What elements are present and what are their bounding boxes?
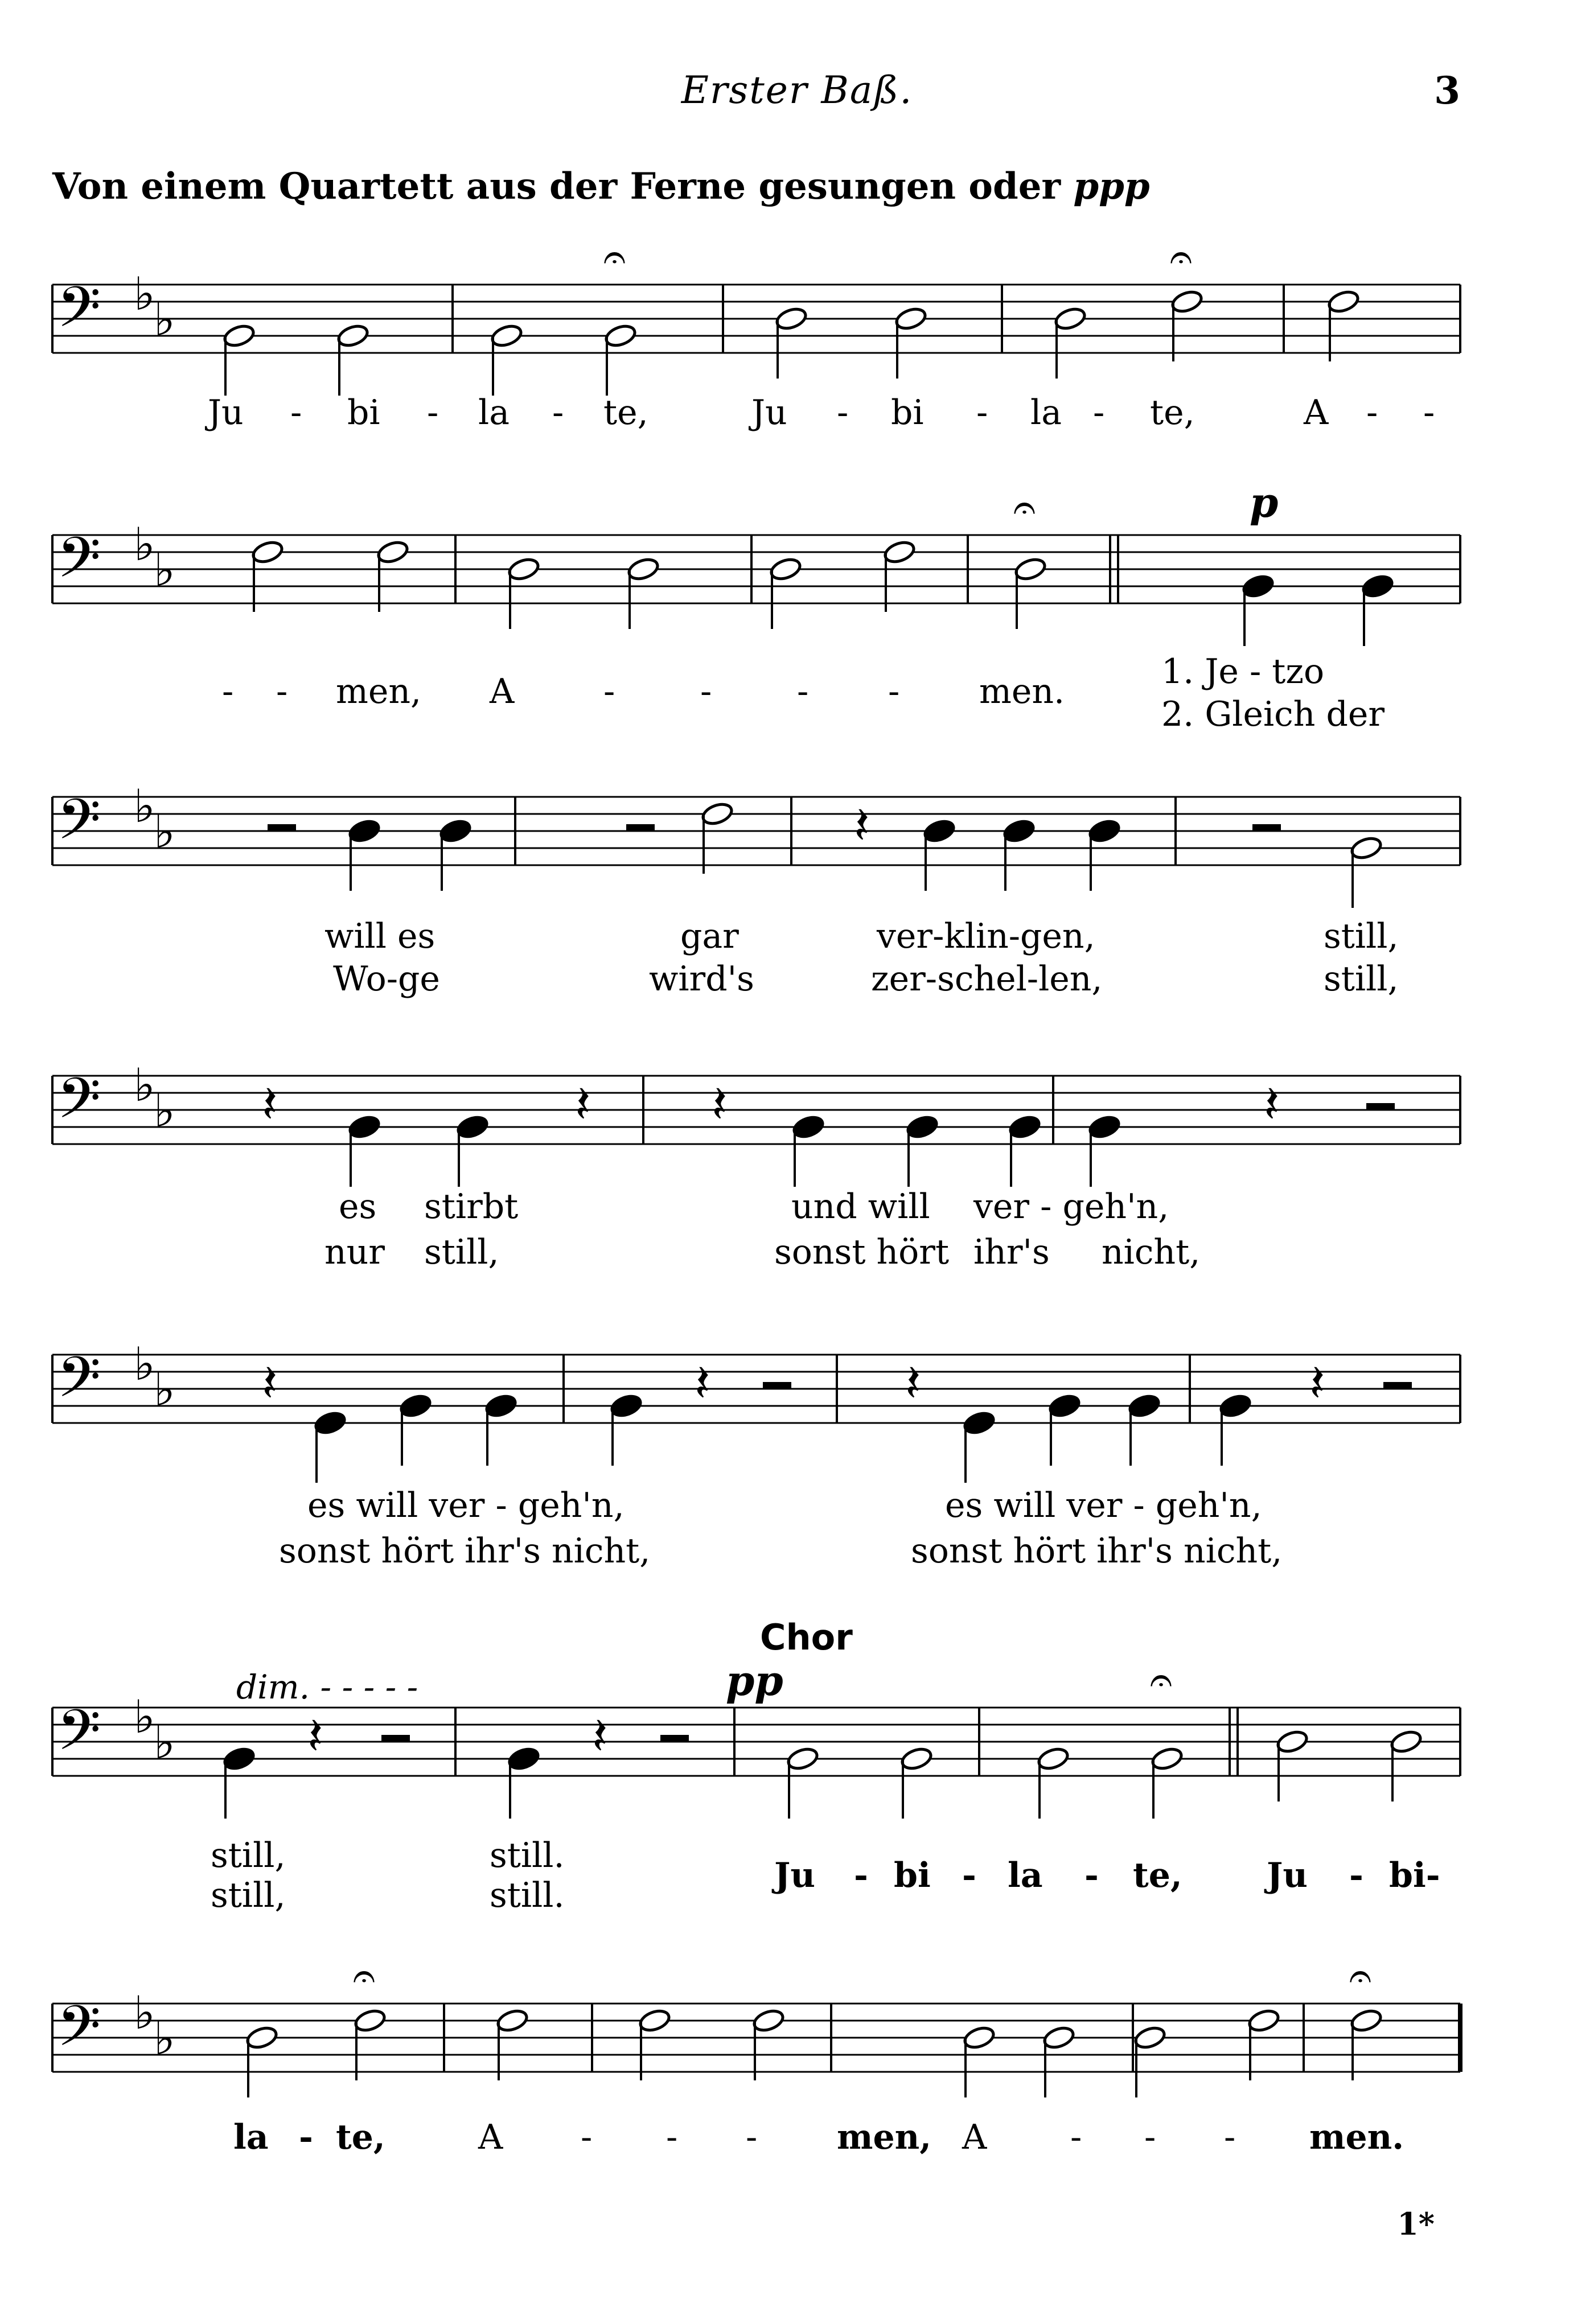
quarter-rest-icon: 𝄽 [905, 1354, 921, 1413]
half-note [774, 306, 808, 332]
flat-icon: ♭ [154, 1363, 175, 1416]
half-note [1247, 2008, 1280, 2034]
half-note [376, 539, 409, 565]
half-note [245, 2025, 278, 2051]
quarter-note [962, 1410, 996, 1436]
quarter-rest-icon: 𝄽 [854, 796, 870, 855]
lyric-5-2: sonst hört ihr's nicht, [279, 1531, 651, 1571]
lyric-6-7: - [1084, 1856, 1099, 1895]
lyric-1-0: Ju [208, 393, 244, 433]
bass-clef-icon: 𝄢 [57, 525, 101, 604]
quarter-note [1002, 818, 1036, 844]
page-number: 3 [1434, 68, 1460, 113]
lyric-1-16: - [1423, 393, 1435, 433]
quarter-note [313, 1410, 347, 1436]
half-note [769, 556, 802, 582]
lyric-5-1: es will ver - geh'n, [945, 1486, 1262, 1525]
half-note [222, 323, 256, 349]
lyric-1-1: - [290, 393, 302, 433]
bass-clef-icon: 𝄢 [57, 1066, 101, 1145]
quarter-note [347, 1114, 381, 1140]
section-label-chor: Chor [760, 1616, 853, 1658]
half-rest [763, 1382, 791, 1389]
lyric-6-6: la [1008, 1856, 1043, 1895]
half-note [1036, 1746, 1070, 1772]
lyric-1-5: - [552, 393, 564, 433]
lyric-7-6: - [746, 2117, 758, 2157]
half-note [638, 2008, 671, 2034]
lyric-6-11: bi- [1389, 1856, 1440, 1895]
half-rest [1383, 1382, 1412, 1389]
lyric-4-8: nicht, [1102, 1232, 1201, 1272]
half-note [490, 323, 523, 349]
lyric-4-7: ihr's [973, 1232, 1050, 1272]
quarter-rest-icon: 𝄽 [262, 1075, 278, 1134]
lyric-1-14: A [1304, 393, 1329, 433]
lyric-1-15: - [1366, 393, 1378, 433]
staff-system-6 [0, 1616, 1594, 1935]
quarter-note [1241, 573, 1275, 599]
lyric-4-2: und will [791, 1187, 930, 1227]
dim-marking: dim. - - - - - [236, 1668, 418, 1706]
lyric-7-9: - [1070, 2117, 1082, 2157]
lyric-3-1: gar [680, 916, 739, 956]
quarter-note [791, 1114, 825, 1140]
quarter-note [1087, 818, 1121, 844]
lyric-2-0: - [222, 672, 234, 711]
half-rest [660, 1735, 689, 1742]
half-note [1389, 1729, 1423, 1755]
lyric-2-3: A [490, 672, 515, 711]
lyric-6-9: Ju [1267, 1856, 1308, 1895]
staff-system-1 [0, 250, 1594, 433]
quarter-rest-icon: 𝄽 [592, 1706, 608, 1766]
staff-system-5 [0, 1321, 1594, 1588]
lyric-7-12: men. [1309, 2117, 1404, 2157]
bass-clef-icon: 𝄢 [57, 275, 101, 354]
lyric-7-3: A [478, 2117, 503, 2157]
half-note [1275, 1729, 1309, 1755]
flat-icon: ♭ [154, 805, 175, 858]
lyric-7-0: la [233, 2117, 269, 2157]
lyric-6-10: - [1349, 1856, 1363, 1895]
lyric-1-9: bi [891, 393, 924, 433]
half-note [1133, 2025, 1166, 2051]
quarter-rest-icon: 𝄽 [695, 1354, 710, 1413]
lyric-1-7: Ju [751, 393, 787, 433]
quarter-rest-icon: 𝄽 [1264, 1075, 1280, 1134]
performance-instruction [52, 165, 1150, 208]
lyric-3-3: still, [1324, 916, 1399, 956]
lyric-4-3: ver - geh'n, [973, 1187, 1169, 1227]
verse-2-label: 2. Gleich der [1161, 694, 1385, 734]
quarter-rest-icon: 𝄽 [1309, 1354, 1325, 1413]
half-note [899, 1746, 933, 1772]
lyric-3-7: still, [1324, 959, 1399, 999]
quarter-note [609, 1393, 643, 1419]
half-note [1042, 2025, 1075, 2051]
flat-icon: ♭ [134, 268, 155, 320]
lyric-4-4: nur [324, 1232, 385, 1272]
lyric-6-12: still, [211, 1875, 286, 1915]
instruction-text: Von einem Quartett aus der Ferne gesungen oder [52, 165, 1061, 208]
lyric-7-10: - [1144, 2117, 1156, 2157]
flat-icon: ♭ [134, 518, 155, 571]
half-note [786, 1746, 819, 1772]
staff-5 [0, 1321, 1594, 1588]
lyric-6-4: bi [894, 1856, 931, 1895]
lyric-1-8: - [837, 393, 849, 433]
flat-icon: ♭ [134, 1690, 155, 1743]
lyric-5-0: es will ver - geh'n, [307, 1486, 625, 1525]
lyric-7-8: A [962, 2117, 987, 2157]
instruction-dynamic: ppp [1073, 165, 1150, 208]
verse-1-label: 1. Je - tzo [1161, 652, 1325, 692]
half-note [700, 801, 734, 827]
lyric-7-4: - [581, 2117, 593, 2157]
fermata-icon: 𝄐 [1013, 490, 1036, 530]
half-note [603, 323, 637, 349]
quarter-note [1218, 1393, 1252, 1419]
lyric-2-7: - [888, 672, 900, 711]
half-note [894, 306, 927, 332]
lyric-3-6: zer-schel-len, [871, 959, 1103, 999]
lyric-3-4: Wo-ge [333, 959, 440, 999]
quarter-note [905, 1114, 939, 1140]
fermata-icon: 𝄐 [1349, 1958, 1371, 1999]
lyric-2-5: - [700, 672, 712, 711]
lyric-4-5: still, [424, 1232, 499, 1272]
fermata-icon: 𝄐 [353, 1958, 375, 1999]
half-note [1349, 2008, 1383, 2034]
lyric-3-0: will es [324, 916, 436, 956]
staff-system-2 [0, 478, 1594, 751]
lyric-2-8: men. [979, 672, 1065, 711]
quarter-rest-icon: 𝄽 [262, 1354, 278, 1413]
lyric-7-11: - [1224, 2117, 1236, 2157]
bass-clef-icon: 𝄢 [57, 787, 101, 866]
quarter-note [1087, 1114, 1121, 1140]
lyric-2-1: - [276, 672, 288, 711]
lyric-4-1: stirbt [424, 1187, 519, 1227]
flat-icon: ♭ [134, 1338, 155, 1391]
fermata-icon: 𝄐 [603, 250, 626, 280]
lyric-6-1: still. [490, 1836, 565, 1875]
staff-system-3 [0, 763, 1594, 1007]
quarter-rest-icon: 𝄽 [712, 1075, 728, 1134]
quarter-note [922, 818, 956, 844]
half-note [1013, 556, 1047, 582]
quarter-note [398, 1393, 432, 1419]
lyric-1-2: bi [347, 393, 380, 433]
lyric-2-2: men, [336, 672, 422, 711]
bass-clef-icon: 𝄢 [57, 1698, 101, 1777]
lyric-6-5: - [962, 1856, 976, 1895]
half-note [353, 2008, 387, 2034]
flat-icon: ♭ [154, 1084, 175, 1137]
half-note [1349, 835, 1383, 861]
half-rest [1252, 824, 1281, 831]
part-title: Erster Baß. [681, 68, 913, 112]
lyric-4-6: sonst hört [774, 1232, 950, 1272]
lyric-2-6: - [797, 672, 809, 711]
flat-icon: ♭ [154, 2012, 175, 2065]
lyric-1-12: - [1093, 393, 1105, 433]
half-rest [381, 1735, 410, 1742]
lyric-7-5: - [666, 2117, 678, 2157]
quarter-note [1127, 1393, 1161, 1419]
quarter-note [222, 1746, 256, 1772]
half-note [882, 539, 916, 565]
staff-system-7 [0, 1958, 1594, 2186]
flat-icon: ♭ [134, 1986, 155, 2039]
quarter-note [438, 818, 472, 844]
quarter-note [1361, 573, 1394, 599]
quarter-rest-icon: 𝄽 [575, 1075, 591, 1134]
lyric-7-2: te, [336, 2117, 385, 2157]
lyric-1-4: la [478, 393, 510, 433]
half-note [1053, 306, 1087, 332]
quarter-note [1047, 1393, 1081, 1419]
quarter-note [484, 1393, 517, 1419]
lyric-6-8: te, [1133, 1856, 1182, 1895]
half-note [751, 2008, 785, 2034]
lyric-1-11: la [1030, 393, 1062, 433]
lyric-4-0: es [339, 1187, 377, 1227]
half-note [1150, 1746, 1184, 1772]
lyric-3-5: wird's [649, 959, 754, 999]
lyric-6-2: Ju [774, 1856, 816, 1895]
bass-clef-icon: 𝄢 [57, 1345, 101, 1424]
bass-clef-icon: 𝄢 [57, 1994, 101, 2073]
fermata-icon: 𝄐 [1150, 1656, 1172, 1703]
half-note [495, 2008, 529, 2034]
quarter-note [507, 1746, 540, 1772]
half-note [962, 2025, 996, 2051]
quarter-note [455, 1114, 489, 1140]
lyric-6-3: - [854, 1856, 868, 1895]
signature-mark: 1* [1397, 2206, 1435, 2242]
lyric-3-2: ver-klin-gen, [877, 916, 1095, 956]
half-note [626, 556, 660, 582]
half-note [507, 556, 540, 582]
dynamic-pp: pp [726, 1656, 783, 1705]
lyric-1-13: te, [1150, 393, 1195, 433]
lyric-6-13: still. [490, 1875, 565, 1915]
flat-icon: ♭ [154, 1716, 175, 1769]
flat-icon: ♭ [134, 1059, 155, 1112]
half-note [336, 323, 369, 349]
fermata-icon: 𝄐 [1170, 250, 1192, 280]
lyric-1-10: - [976, 393, 988, 433]
lyric-1-6: te, [603, 393, 648, 433]
half-note [1326, 289, 1360, 315]
quarter-note [1008, 1114, 1041, 1140]
half-note [250, 539, 284, 565]
half-note [1170, 289, 1203, 315]
lyric-7-7: men, [837, 2117, 932, 2157]
flat-icon: ♭ [154, 544, 175, 597]
half-rest [626, 824, 655, 831]
quarter-note [347, 818, 381, 844]
dynamic-p: p [1250, 478, 1279, 527]
lyric-2-4: - [603, 672, 615, 711]
flat-icon: ♭ [154, 293, 175, 346]
quarter-rest-icon: 𝄽 [307, 1706, 323, 1766]
flat-icon: ♭ [134, 780, 155, 833]
half-rest [1366, 1103, 1395, 1110]
lyric-7-1: - [299, 2117, 313, 2157]
staff-system-4 [0, 1042, 1594, 1292]
lyric-5-3: sonst hört ihr's nicht, [911, 1531, 1283, 1571]
lyric-1-3: - [427, 393, 439, 433]
half-rest [268, 824, 296, 831]
lyric-6-0: still, [211, 1836, 286, 1875]
